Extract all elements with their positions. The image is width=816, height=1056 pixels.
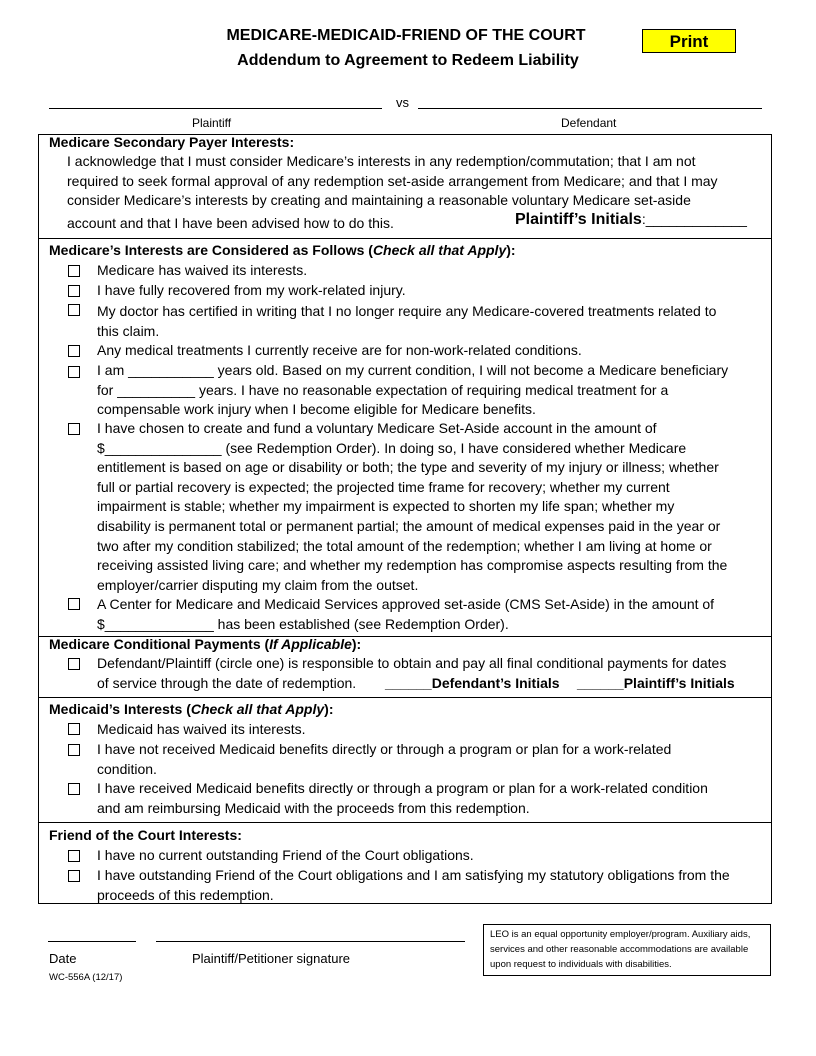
medicare-waived-checkbox[interactable] bbox=[68, 265, 80, 277]
option-text: I have outstanding Friend of the Court obligations and I am satisfying my statutory obligations from the bbox=[97, 867, 730, 883]
form-subtitle: Addendum to Agreement to Redeem Liability bbox=[237, 52, 579, 69]
option-text: this claim. bbox=[97, 323, 160, 339]
plaintiff-initials-field[interactable] bbox=[515, 210, 747, 230]
option-text: two after my condition stabilized; the total amount of the redemption; whether I am living at home or bbox=[97, 538, 712, 554]
option-text: disability is permanent total or permanent partial; the amount of medical expenses paid in the year or bbox=[97, 518, 721, 534]
leo-notice bbox=[483, 924, 771, 976]
defendant-caption: Defendant bbox=[561, 116, 617, 130]
received-medicaid-checkbox[interactable] bbox=[68, 783, 80, 795]
option-text: Medicare has waived its interests. bbox=[97, 262, 308, 278]
option-text: for __________ years. I have no reasonable expectation of requiring medical treatment for a bbox=[97, 382, 669, 398]
plaintiff-name-line[interactable] bbox=[49, 108, 382, 109]
option-text: $______________ has been established (see Redemption Order). bbox=[97, 616, 509, 632]
no-foc-obligations-checkbox[interactable] bbox=[68, 850, 80, 862]
option-text: A Center for Medicare and Medicaid Services approved set-aside (CMS Set-Aside) in the amount of bbox=[97, 596, 715, 612]
leo-line: LEO is an equal opportunity employer/program. Auxiliary aids, bbox=[490, 929, 751, 940]
medicaid-interests-heading: Medicaid’s Interests (Check all that Apply): bbox=[49, 701, 334, 717]
option-text: compensable work injury when I become eligible for Medicare benefits. bbox=[97, 401, 536, 417]
secondary-payer-heading: Medicare Secondary Payer Interests: bbox=[49, 134, 295, 150]
option-text: condition. bbox=[97, 761, 157, 777]
option-text: I have not received Medicaid benefits directly or through a program or plan for a work-related bbox=[97, 741, 672, 757]
plaintiff-initials-label: Plaintiff’s Initials bbox=[515, 211, 642, 228]
option-text: I have no current outstanding Friend of the Court obligations. bbox=[97, 847, 474, 863]
fully-recovered-checkbox[interactable] bbox=[68, 285, 80, 297]
defendant-initials-field[interactable]: ______Defendant’s Initials bbox=[385, 675, 560, 691]
option-text: employer/carrier disputing my claim from the outset. bbox=[97, 577, 419, 593]
doctor-certified-checkbox[interactable] bbox=[68, 304, 80, 316]
conditional-payments-heading: Medicare Conditional Payments (If Applicable): bbox=[49, 636, 362, 652]
option-text: I have chosen to create and fund a voluntary Medicare Set-Aside account in the amount of bbox=[97, 420, 657, 436]
age-beneficiary-checkbox[interactable] bbox=[68, 366, 80, 378]
date-label: Date bbox=[49, 951, 77, 966]
option-text: Any medical treatments I currently receive are for non-work-related conditions. bbox=[97, 342, 582, 358]
section-divider bbox=[38, 697, 772, 698]
form-number: WC-556A (12/17) bbox=[49, 972, 123, 983]
secondary-payer-line: consider Medicare’s interests by creating and maintaining a reasonable voluntary Medicare set-aside bbox=[67, 192, 691, 208]
signature-line[interactable] bbox=[156, 941, 465, 942]
form-title: MEDICARE-MEDICAID-FRIEND OF THE COURT bbox=[226, 27, 586, 44]
signature-label: Plaintiff/Petitioner signature bbox=[192, 951, 351, 966]
outstanding-foc-obligations-checkbox[interactable] bbox=[68, 870, 80, 882]
section-divider bbox=[38, 822, 772, 823]
option-text: receiving assisted living care; and whether my redemption has compromise aspects resulting from the bbox=[97, 557, 728, 573]
no-medicaid-benefits-checkbox[interactable] bbox=[68, 744, 80, 756]
section-divider bbox=[38, 238, 772, 239]
option-text: full or partial recovery is expected; the projected time frame for recovery; whether my current bbox=[97, 479, 670, 495]
conditional-payments-checkbox[interactable] bbox=[68, 658, 80, 670]
option-text: I have fully recovered from my work-related injury. bbox=[97, 282, 406, 298]
option-text: impairment is stable; whether my impairment is expected to shorten my life span; whether my bbox=[97, 498, 675, 514]
medicare-interests-heading: Medicare’s Interests are Considered as Follows (Check all that Apply): bbox=[49, 242, 516, 258]
option-text: proceeds of this redemption. bbox=[97, 887, 274, 903]
friend-of-court-heading: Friend of the Court Interests: bbox=[49, 827, 242, 843]
option-text: I am ___________ years old. Based on my current condition, I will not become a Medicare beneficiary bbox=[97, 362, 729, 378]
option-text: of service through the date of redemption. bbox=[97, 675, 357, 691]
option-text: $_______________ (see Redemption Order). In doing so, I have considered whether Medicare bbox=[97, 440, 687, 456]
plaintiff-initials-blank[interactable]: :_____________ bbox=[641, 211, 747, 227]
voluntary-set-aside-checkbox[interactable] bbox=[68, 423, 80, 435]
secondary-payer-line: required to seek formal approval of any redemption set-aside arrangement from Medicare; and that I may bbox=[67, 173, 718, 189]
option-text: My doctor has certified in writing that I no longer require any Medicare-covered treatments related to bbox=[97, 303, 717, 319]
date-line[interactable] bbox=[48, 941, 136, 942]
option-text: and am reimbursing Medicaid with the proceeds from this redemption. bbox=[97, 800, 530, 816]
option-text: Defendant/Plaintiff (circle one) is responsible to obtain and pay all final conditional payments for dates bbox=[97, 655, 727, 671]
leo-line: services and other reasonable accommodations are available bbox=[490, 944, 749, 955]
defendant-name-line[interactable] bbox=[418, 108, 762, 109]
print-button[interactable]: Print bbox=[642, 29, 736, 53]
medicaid-waived-checkbox[interactable] bbox=[68, 723, 80, 735]
option-text: Medicaid has waived its interests. bbox=[97, 721, 306, 737]
versus-label: vs bbox=[396, 95, 409, 110]
plaintiff-conditional-initials-field[interactable]: ______Plaintiff’s Initials bbox=[577, 675, 735, 691]
option-text: entitlement is based on age or disability or both; the type and severity of my injury or illness; whether bbox=[97, 459, 719, 475]
secondary-payer-line: account and that I have been advised how to do this. bbox=[67, 215, 394, 231]
cms-set-aside-checkbox[interactable] bbox=[68, 598, 80, 610]
option-text: I have received Medicaid benefits directly or through a program or plan for a work-related condition bbox=[97, 780, 708, 796]
secondary-payer-line: I acknowledge that I must consider Medicare’s interests in any redemption/commutation; that I am not bbox=[67, 153, 696, 169]
leo-line: upon request to individuals with disabilities. bbox=[490, 959, 672, 970]
plaintiff-caption: Plaintiff bbox=[192, 116, 232, 130]
non-work-treatment-checkbox[interactable] bbox=[68, 345, 80, 357]
